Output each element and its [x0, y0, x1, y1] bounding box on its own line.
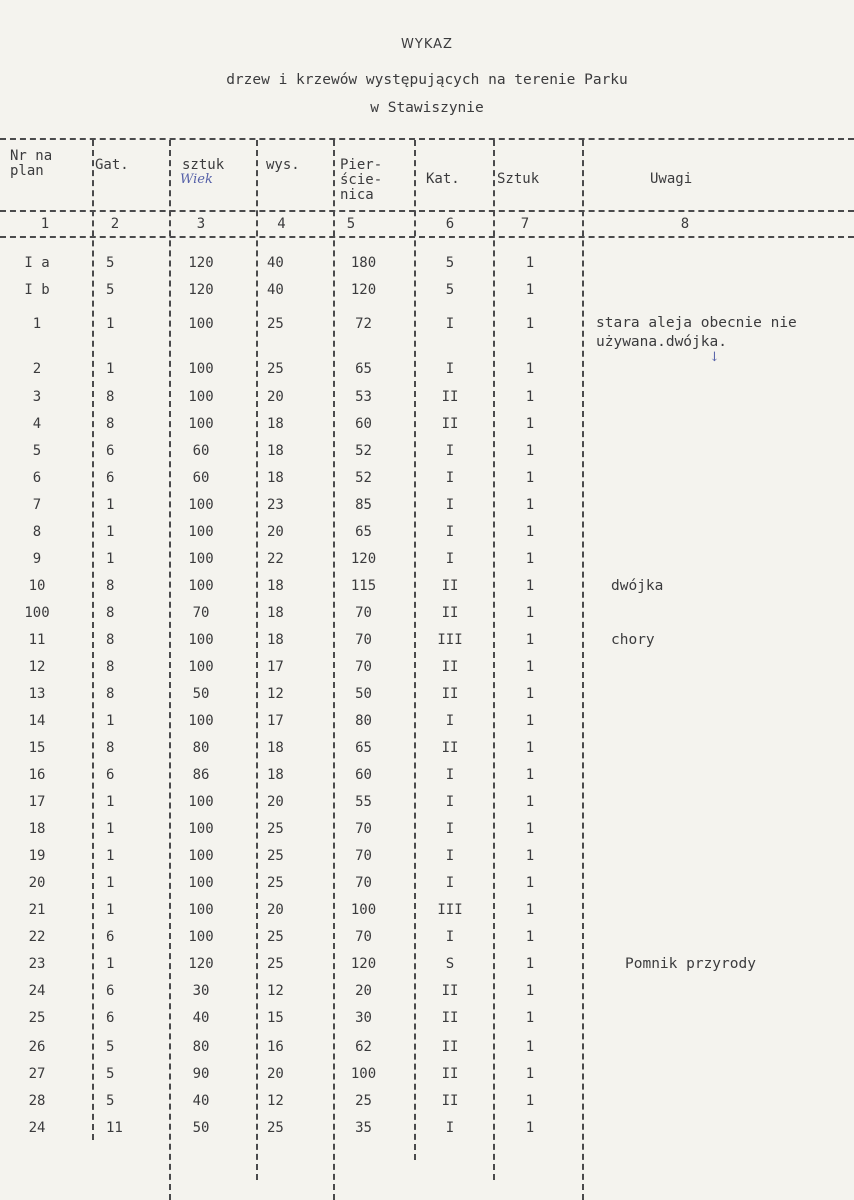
cell-piers: 65 — [355, 524, 372, 540]
cell-kat: I — [445, 524, 455, 540]
cell-sztuk: 1 — [525, 361, 535, 377]
cell-piers: 55 — [355, 794, 372, 810]
cell-wys: 18 — [267, 767, 284, 783]
cell-gat: 1 — [106, 821, 115, 837]
cell-nr: 18 — [28, 821, 46, 837]
cell-piers: 120 — [350, 282, 377, 298]
cell-kat: II — [441, 1093, 459, 1109]
cell-wys: 18 — [267, 632, 284, 648]
cell-wiek: 100 — [188, 361, 214, 377]
cell-nr: 17 — [28, 794, 46, 810]
column-number: 8 — [680, 216, 690, 232]
cell-piers: 85 — [355, 497, 372, 513]
cell-wiek: 120 — [188, 282, 214, 298]
cell-kat: II — [441, 578, 459, 594]
cell-gat: 1 — [106, 316, 115, 332]
cell-wiek: 100 — [188, 497, 214, 513]
cell-wys: 16 — [267, 1039, 284, 1055]
cell-piers: 70 — [355, 659, 372, 675]
cell-gat: 5 — [106, 1039, 115, 1055]
cell-sztuk: 1 — [525, 767, 535, 783]
cell-sztuk: 1 — [525, 416, 535, 432]
cell-wiek: 86 — [192, 767, 210, 783]
cell-kat: I — [445, 316, 455, 332]
column-divider — [493, 140, 495, 1180]
cell-piers: 180 — [350, 255, 377, 271]
cell-nr: 24 — [28, 1120, 46, 1136]
cell-nr: 15 — [28, 740, 46, 756]
handwritten-wiek-note: Wiek — [180, 172, 213, 187]
column-divider — [414, 140, 416, 1160]
cell-sztuk: 1 — [525, 551, 535, 567]
column-header-sztuk-2: Sztuk — [497, 171, 540, 187]
cell-gat: 8 — [106, 740, 115, 756]
cell-sztuk: 1 — [525, 1010, 535, 1026]
cell-wys: 15 — [267, 1010, 284, 1026]
cell-wys: 22 — [267, 551, 284, 567]
cell-sztuk: 1 — [525, 794, 535, 810]
header-bottom-rule — [0, 210, 854, 212]
cell-wys: 25 — [267, 929, 284, 945]
cell-wys: 20 — [267, 524, 284, 540]
cell-wys: 40 — [267, 282, 284, 298]
cell-kat: I — [445, 821, 455, 837]
cell-kat: II — [441, 1039, 459, 1055]
document-subtitle-line1: drzew i krzewów występujących na terenie Parku — [226, 72, 628, 88]
cell-wiek: 80 — [192, 1039, 210, 1055]
cell-piers: 52 — [355, 470, 372, 486]
cell-gat: 8 — [106, 659, 115, 675]
cell-gat: 8 — [106, 605, 115, 621]
cell-wys: 25 — [267, 848, 284, 864]
cell-wiek: 120 — [188, 956, 214, 972]
cell-wys: 18 — [267, 416, 284, 432]
row-note-line1: stara aleja obecnie nie — [596, 315, 797, 331]
cell-gat: 1 — [106, 551, 115, 567]
cell-piers: 52 — [355, 443, 372, 459]
cell-piers: 70 — [355, 929, 372, 945]
handwritten-arrow-mark: ↓ — [709, 350, 720, 365]
cell-kat: I — [445, 875, 455, 891]
cell-wys: 23 — [267, 497, 284, 513]
cell-piers: 35 — [355, 1120, 372, 1136]
cell-nr: 7 — [32, 497, 42, 513]
cell-wys: 25 — [267, 361, 284, 377]
cell-wiek: 100 — [188, 659, 214, 675]
cell-nr: 3 — [32, 389, 42, 405]
cell-sztuk: 1 — [525, 524, 535, 540]
cell-piers: 25 — [355, 1093, 372, 1109]
cell-sztuk: 1 — [525, 956, 535, 972]
cell-nr: 20 — [28, 875, 46, 891]
cell-nr: 12 — [28, 659, 46, 675]
cell-gat: 6 — [106, 470, 115, 486]
column-divider — [169, 140, 171, 1200]
cell-nr: 28 — [28, 1093, 46, 1109]
cell-wys: 20 — [267, 1066, 284, 1082]
cell-gat: 8 — [106, 578, 115, 594]
cell-wys: 12 — [267, 686, 284, 702]
cell-sztuk: 1 — [525, 282, 535, 298]
cell-gat: 1 — [106, 524, 115, 540]
column-number: 5 — [346, 216, 356, 232]
cell-kat: II — [441, 389, 459, 405]
cell-sztuk: 1 — [525, 1120, 535, 1136]
cell-nr: 24 — [28, 983, 46, 999]
cell-kat: I — [445, 470, 455, 486]
cell-piers: 50 — [355, 686, 372, 702]
cell-wiek: 100 — [188, 902, 214, 918]
cell-gat: 6 — [106, 443, 115, 459]
column-number: 7 — [520, 216, 530, 232]
cell-nr: 23 — [28, 956, 46, 972]
cell-kat: I — [445, 794, 455, 810]
cell-gat: 5 — [106, 282, 115, 298]
cell-nr: 100 — [24, 605, 50, 621]
cell-wys: 12 — [267, 983, 284, 999]
cell-nr: I b — [24, 282, 50, 298]
cell-piers: 120 — [350, 551, 377, 567]
cell-wiek: 100 — [188, 821, 214, 837]
cell-kat: I — [445, 361, 455, 377]
cell-gat: 1 — [106, 956, 115, 972]
cell-gat: 11 — [106, 1120, 123, 1136]
cell-piers: 72 — [355, 316, 372, 332]
cell-kat: I — [445, 443, 455, 459]
cell-sztuk: 1 — [525, 389, 535, 405]
cell-sztuk: 1 — [525, 605, 535, 621]
cell-sztuk: 1 — [525, 632, 535, 648]
document-subtitle-line2: w Stawiszynie — [370, 100, 484, 116]
row-note-line2: używana.dwójka. — [596, 334, 727, 350]
cell-piers: 20 — [355, 983, 372, 999]
cell-wiek: 100 — [188, 794, 214, 810]
cell-nr: 6 — [32, 470, 42, 486]
cell-sztuk: 1 — [525, 255, 535, 271]
cell-gat: 6 — [106, 929, 115, 945]
cell-kat: I — [445, 497, 455, 513]
cell-piers: 70 — [355, 605, 372, 621]
cell-wys: 25 — [267, 956, 284, 972]
cell-wys: 18 — [267, 740, 284, 756]
cell-kat: I — [445, 1120, 455, 1136]
cell-wiek: 70 — [192, 605, 210, 621]
cell-nr: 11 — [28, 632, 46, 648]
cell-piers: 62 — [355, 1039, 372, 1055]
column-header-uwagi: Uwagi — [650, 171, 693, 187]
cell-wys: 18 — [267, 443, 284, 459]
cell-wys: 18 — [267, 605, 284, 621]
cell-kat: I — [445, 551, 455, 567]
cell-kat: II — [441, 659, 459, 675]
cell-nr: 14 — [28, 713, 46, 729]
cell-sztuk: 1 — [525, 1093, 535, 1109]
cell-wiek: 50 — [192, 1120, 210, 1136]
cell-sztuk: 1 — [525, 316, 535, 332]
column-divider — [333, 140, 335, 1200]
cell-gat: 6 — [106, 1010, 115, 1026]
cell-wiek: 40 — [192, 1010, 210, 1026]
column-divider — [256, 140, 258, 1180]
cell-kat: II — [441, 416, 459, 432]
cell-wys: 25 — [267, 875, 284, 891]
cell-gat: 8 — [106, 686, 115, 702]
cell-sztuk: 1 — [525, 497, 535, 513]
cell-nr: 5 — [32, 443, 42, 459]
cell-kat: I — [445, 767, 455, 783]
cell-wys: 18 — [267, 578, 284, 594]
cell-nr: 2 — [32, 361, 42, 377]
cell-kat: I — [445, 848, 455, 864]
cell-kat: I — [445, 929, 455, 945]
column-number: 4 — [277, 216, 286, 232]
column-divider — [92, 140, 94, 1140]
cell-wiek: 100 — [188, 632, 214, 648]
cell-piers: 30 — [355, 1010, 372, 1026]
column-header-kat: Kat. — [426, 171, 460, 187]
cell-wys: 12 — [267, 1093, 284, 1109]
cell-uwagi: chory — [611, 632, 655, 648]
cell-sztuk: 1 — [525, 1039, 535, 1055]
cell-nr: 21 — [28, 902, 46, 918]
cell-sztuk: 1 — [525, 470, 535, 486]
cell-nr: 8 — [32, 524, 42, 540]
cell-piers: 70 — [355, 875, 372, 891]
cell-piers: 70 — [355, 632, 372, 648]
column-header-piersnica: Pier- ście- nica — [340, 157, 383, 203]
cell-gat: 8 — [106, 389, 115, 405]
cell-wiek: 100 — [188, 929, 214, 945]
cell-wys: 40 — [267, 255, 284, 271]
cell-wiek: 40 — [192, 1093, 210, 1109]
cell-wys: 20 — [267, 389, 284, 405]
cell-nr: 19 — [28, 848, 46, 864]
cell-gat: 8 — [106, 416, 115, 432]
cell-kat: III — [437, 902, 463, 918]
column-divider — [582, 140, 584, 1200]
cell-wys: 25 — [267, 821, 284, 837]
cell-wys: 17 — [267, 659, 284, 675]
cell-nr: 1 — [32, 316, 42, 332]
cell-wiek: 100 — [188, 551, 214, 567]
cell-kat: 5 — [445, 255, 455, 271]
cell-sztuk: 1 — [525, 740, 535, 756]
cell-sztuk: 1 — [525, 821, 535, 837]
cell-sztuk: 1 — [525, 713, 535, 729]
cell-gat: 5 — [106, 255, 115, 271]
column-number: 2 — [110, 216, 120, 232]
cell-sztuk: 1 — [525, 983, 535, 999]
cell-kat: S — [445, 956, 455, 972]
cell-gat: 1 — [106, 497, 115, 513]
cell-wiek: 100 — [188, 875, 214, 891]
cell-nr: 16 — [28, 767, 46, 783]
cell-gat: 1 — [106, 713, 115, 729]
cell-gat: 1 — [106, 794, 115, 810]
cell-piers: 100 — [350, 902, 377, 918]
cell-kat: III — [437, 632, 463, 648]
cell-wys: 18 — [267, 470, 284, 486]
cell-sztuk: 1 — [525, 929, 535, 945]
cell-nr: 13 — [28, 686, 46, 702]
cell-kat: II — [441, 1066, 459, 1082]
cell-wiek: 100 — [188, 316, 214, 332]
cell-uwagi: Pomnik przyrody — [625, 956, 756, 972]
cell-wys: 17 — [267, 713, 284, 729]
cell-kat: II — [441, 605, 459, 621]
cell-sztuk: 1 — [525, 443, 535, 459]
cell-kat: II — [441, 1010, 459, 1026]
cell-nr: 10 — [28, 578, 46, 594]
cell-gat: 5 — [106, 1066, 115, 1082]
document-title: WYKAZ — [401, 37, 453, 52]
cell-wiek: 60 — [192, 470, 210, 486]
cell-kat: II — [441, 983, 459, 999]
cell-wys: 25 — [267, 1120, 284, 1136]
cell-gat: 1 — [106, 848, 115, 864]
cell-wiek: 100 — [188, 848, 214, 864]
cell-sztuk: 1 — [525, 659, 535, 675]
cell-piers: 70 — [355, 848, 372, 864]
column-header-wys: wys. — [266, 157, 300, 173]
cell-wiek: 120 — [188, 255, 214, 271]
cell-gat: 1 — [106, 902, 115, 918]
cell-gat: 5 — [106, 1093, 115, 1109]
cell-gat: 6 — [106, 983, 115, 999]
cell-gat: 1 — [106, 361, 115, 377]
cell-kat: I — [445, 713, 455, 729]
cell-wiek: 100 — [188, 713, 214, 729]
cell-piers: 115 — [350, 578, 377, 594]
cell-sztuk: 1 — [525, 578, 535, 594]
cell-piers: 60 — [355, 767, 372, 783]
column-header-gat: Gat. — [95, 157, 129, 173]
cell-piers: 65 — [355, 740, 372, 756]
cell-nr: 4 — [32, 416, 42, 432]
column-number: 6 — [445, 216, 455, 232]
cell-sztuk: 1 — [525, 875, 535, 891]
column-header-sztuk: sztuk — [182, 157, 225, 173]
cell-nr: 26 — [28, 1039, 46, 1055]
cell-piers: 53 — [355, 389, 372, 405]
cell-nr: 9 — [32, 551, 42, 567]
cell-gat: 6 — [106, 767, 115, 783]
cell-gat: 1 — [106, 875, 115, 891]
cell-gat: 8 — [106, 632, 115, 648]
cell-sztuk: 1 — [525, 686, 535, 702]
cell-sztuk: 1 — [525, 902, 535, 918]
cell-wys: 25 — [267, 316, 284, 332]
cell-wiek: 50 — [192, 686, 210, 702]
cell-wiek: 100 — [188, 389, 214, 405]
column-number-rule — [0, 236, 854, 238]
cell-piers: 70 — [355, 821, 372, 837]
cell-wiek: 60 — [192, 443, 210, 459]
cell-wys: 20 — [267, 902, 284, 918]
cell-uwagi: dwójka — [611, 578, 664, 594]
cell-kat: II — [441, 740, 459, 756]
cell-sztuk: 1 — [525, 1066, 535, 1082]
column-header-nr: Nr na plan — [10, 148, 53, 179]
cell-nr: 22 — [28, 929, 46, 945]
cell-wiek: 100 — [188, 416, 214, 432]
cell-piers: 60 — [355, 416, 372, 432]
cell-piers: 65 — [355, 361, 372, 377]
cell-sztuk: 1 — [525, 848, 535, 864]
cell-kat: II — [441, 686, 459, 702]
cell-wiek: 100 — [188, 524, 214, 540]
cell-wys: 20 — [267, 794, 284, 810]
table-top-rule — [0, 138, 854, 140]
cell-wiek: 30 — [192, 983, 210, 999]
cell-piers: 100 — [350, 1066, 377, 1082]
cell-nr: 27 — [28, 1066, 46, 1082]
cell-kat: 5 — [445, 282, 455, 298]
cell-piers: 120 — [350, 956, 377, 972]
cell-wiek: 80 — [192, 740, 210, 756]
column-number: 1 — [40, 216, 50, 232]
cell-nr: I a — [24, 255, 50, 271]
cell-piers: 80 — [355, 713, 372, 729]
cell-wiek: 100 — [188, 578, 214, 594]
cell-nr: 25 — [28, 1010, 46, 1026]
cell-wiek: 90 — [192, 1066, 210, 1082]
column-number: 3 — [196, 216, 206, 232]
